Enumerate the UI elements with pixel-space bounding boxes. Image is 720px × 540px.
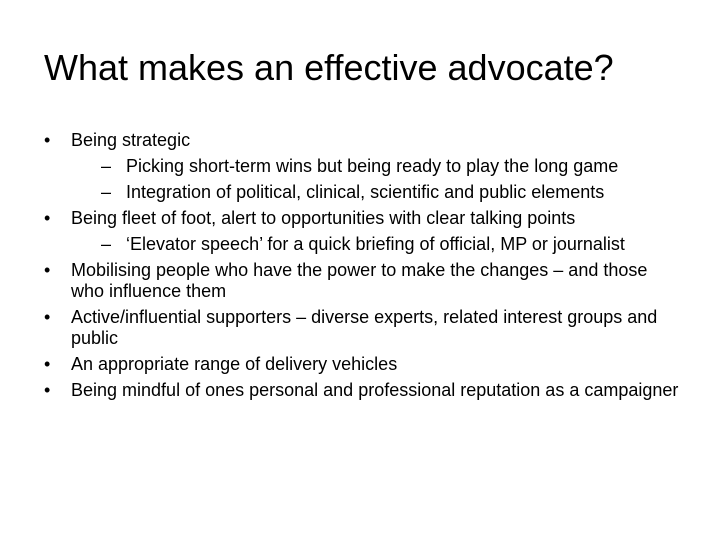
sub-bullet-marker: – [101,156,112,176]
sub-bullet-item [71,156,684,177]
sub-bullet-text: ‘Elevator speech’ for a quick briefing of official, MP or journalist [126,234,625,254]
sub-bullet-item [71,182,684,203]
sub-bullet-text: Integration of political, clinical, scientific and public elements [126,182,605,202]
bullet-marker: • [44,130,51,150]
bullet-item [44,354,684,375]
bullet-list [44,130,684,406]
sub-bullet-marker: – [101,182,112,202]
bullet-item [44,208,684,255]
sub-bullet-text: Picking short-term wins but being ready to play the long game [126,156,619,176]
bullet-text: Being fleet of foot, alert to opportunities with clear talking points [71,208,576,228]
sub-bullet-marker: – [101,234,112,254]
bullet-item [44,380,684,401]
slide-title: What makes an effective advocate? [44,47,614,88]
bullet-marker: • [44,380,51,400]
bullet-marker: • [44,307,51,327]
sub-bullet-item [71,234,684,255]
bullet-item [44,307,684,349]
bullet-item [44,130,684,203]
bullet-marker: • [44,260,51,280]
bullet-text: An appropriate range of delivery vehicles [71,354,398,374]
bullet-text: Active/influential supporters – diverse experts, related interest groups and public [71,307,658,348]
bullet-text: Being mindful of ones personal and professional reputation as a campaigner [71,380,679,400]
sub-bullet-list [71,156,684,203]
bullet-item [44,260,684,302]
bullet-marker: • [44,354,51,374]
bullet-text: Being strategic [71,130,191,150]
sub-bullet-list [71,234,684,255]
bullet-text: Mobilising people who have the power to make the changes – and those who influence them [71,260,648,301]
bullet-marker: • [44,208,51,228]
